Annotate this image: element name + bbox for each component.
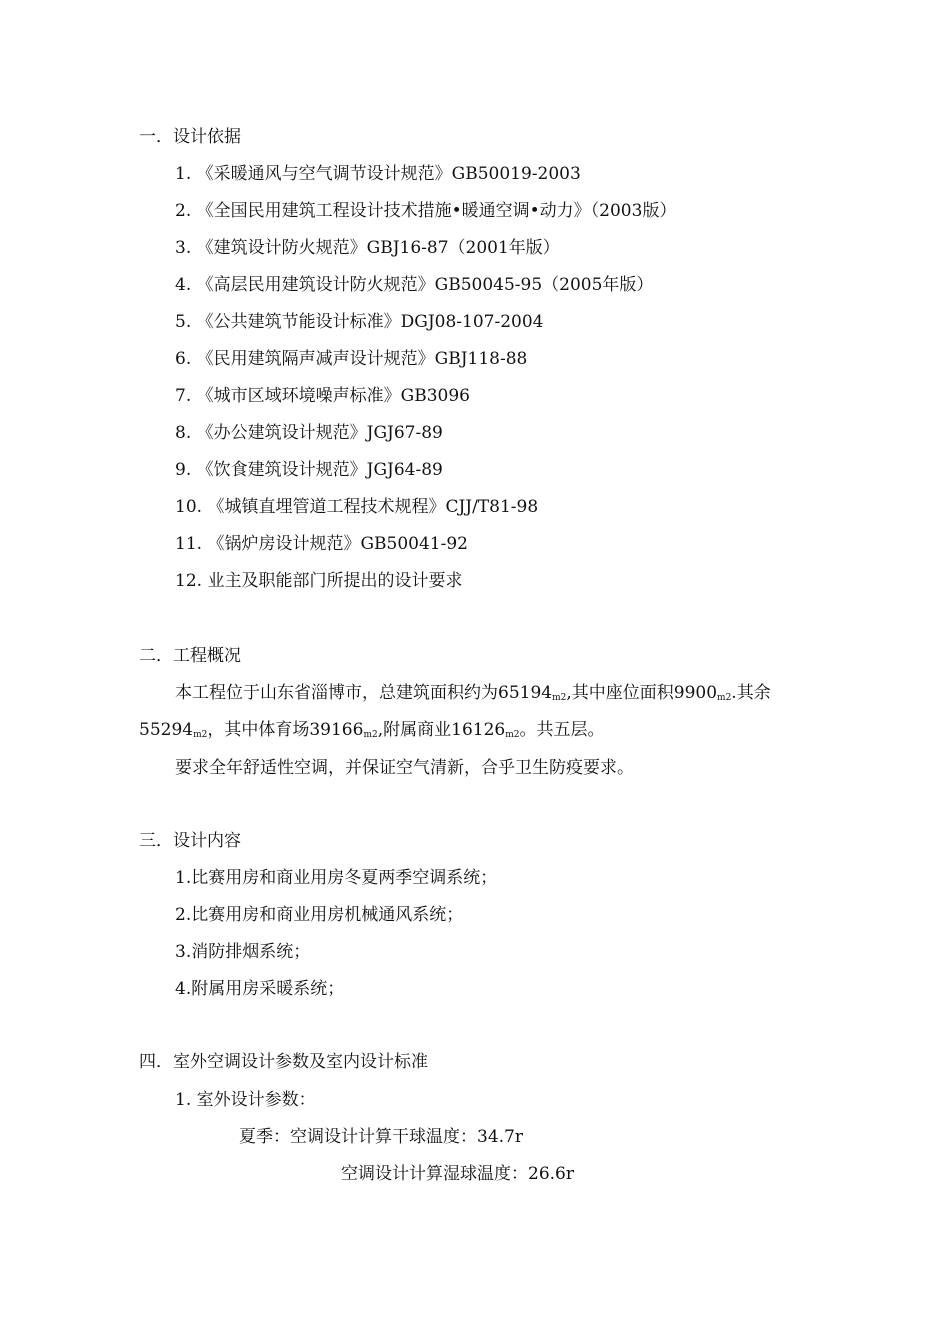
params-item: 1. 室外设计参数： (175, 1090, 316, 1110)
overview-text: ，其中体育场39166 (207, 720, 364, 740)
area-unit: m2 (552, 693, 567, 703)
section-heading-basis: 一．设计依据 (139, 127, 241, 147)
area-unit: m2 (505, 730, 520, 740)
basis-item: 11. 《锅炉房设计规范》GB50041-92 (175, 534, 468, 554)
basis-item: 12. 业主及职能部门所提出的设计要求 (175, 571, 463, 591)
overview-text: .其余 (731, 683, 771, 703)
basis-item: 3. 《建筑设计防火规范》GBJ16-87（2001年版） (175, 238, 560, 258)
basis-item: 7. 《城市区域环境噪声标准》GB3096 (175, 386, 470, 406)
section-heading-overview: 二．工程概况 (139, 646, 241, 666)
basis-item: 8. 《办公建筑设计规范》JGJ67-89 (175, 423, 443, 443)
area-unit: m2 (193, 730, 208, 740)
overview-text: 。共五层。 (519, 720, 605, 740)
overview-line-1 (175, 682, 771, 707)
area-unit: m2 (363, 730, 378, 740)
basis-item: 5. 《公共建筑节能设计标准》DGJ08-107-2004 (175, 312, 544, 332)
section-heading-params: 四．室外空调设计参数及室内设计标准 (139, 1052, 428, 1072)
basis-item: 9. 《饮食建筑设计规范》JGJ64-89 (175, 460, 443, 480)
content-item: 2.比赛用房和商业用房机械通风系统； (175, 905, 464, 925)
area-unit: m2 (717, 693, 732, 703)
basis-item: 2. 《全国民用建筑工程设计技术措施•暖通空调•动力》（2003版） (175, 201, 677, 221)
overview-line-2 (139, 719, 604, 744)
summer-dry-bulb: 夏季：空调设计计算干球温度：34.7r (239, 1127, 523, 1147)
basis-item: 10. 《城镇直埋管道工程技术规程》CJJ/T81-98 (175, 497, 539, 517)
overview-text: ,附属商业16126 (377, 720, 506, 740)
content-item: 4.附属用房采暖系统； (175, 979, 345, 999)
overview-text: 本工程位于山东省淄博市，总建筑面积约为65194 (175, 683, 553, 703)
content-item: 3.消防排烟系统； (175, 942, 311, 962)
overview-text: 55294 (139, 720, 194, 740)
content-item: 1.比赛用房和商业用房冬夏两季空调系统； (175, 868, 498, 888)
overview-text: ,其中座位面积9900 (566, 683, 718, 703)
section-heading-content: 三．设计内容 (139, 831, 241, 851)
summer-wet-bulb: 空调设计计算湿球温度：26.6r (341, 1164, 574, 1184)
basis-item: 1. 《采暖通风与空气调节设计规范》GB50019-2003 (175, 164, 581, 184)
basis-item: 4. 《高层民用建筑设计防火规范》GB50045-95（2005年版） (175, 275, 654, 295)
basis-item: 6. 《民用建筑隔声减声设计规范》GBJ118-88 (175, 349, 528, 369)
overview-line-3: 要求全年舒适性空调，并保证空气清新，合乎卫生防疫要求。 (175, 758, 634, 778)
